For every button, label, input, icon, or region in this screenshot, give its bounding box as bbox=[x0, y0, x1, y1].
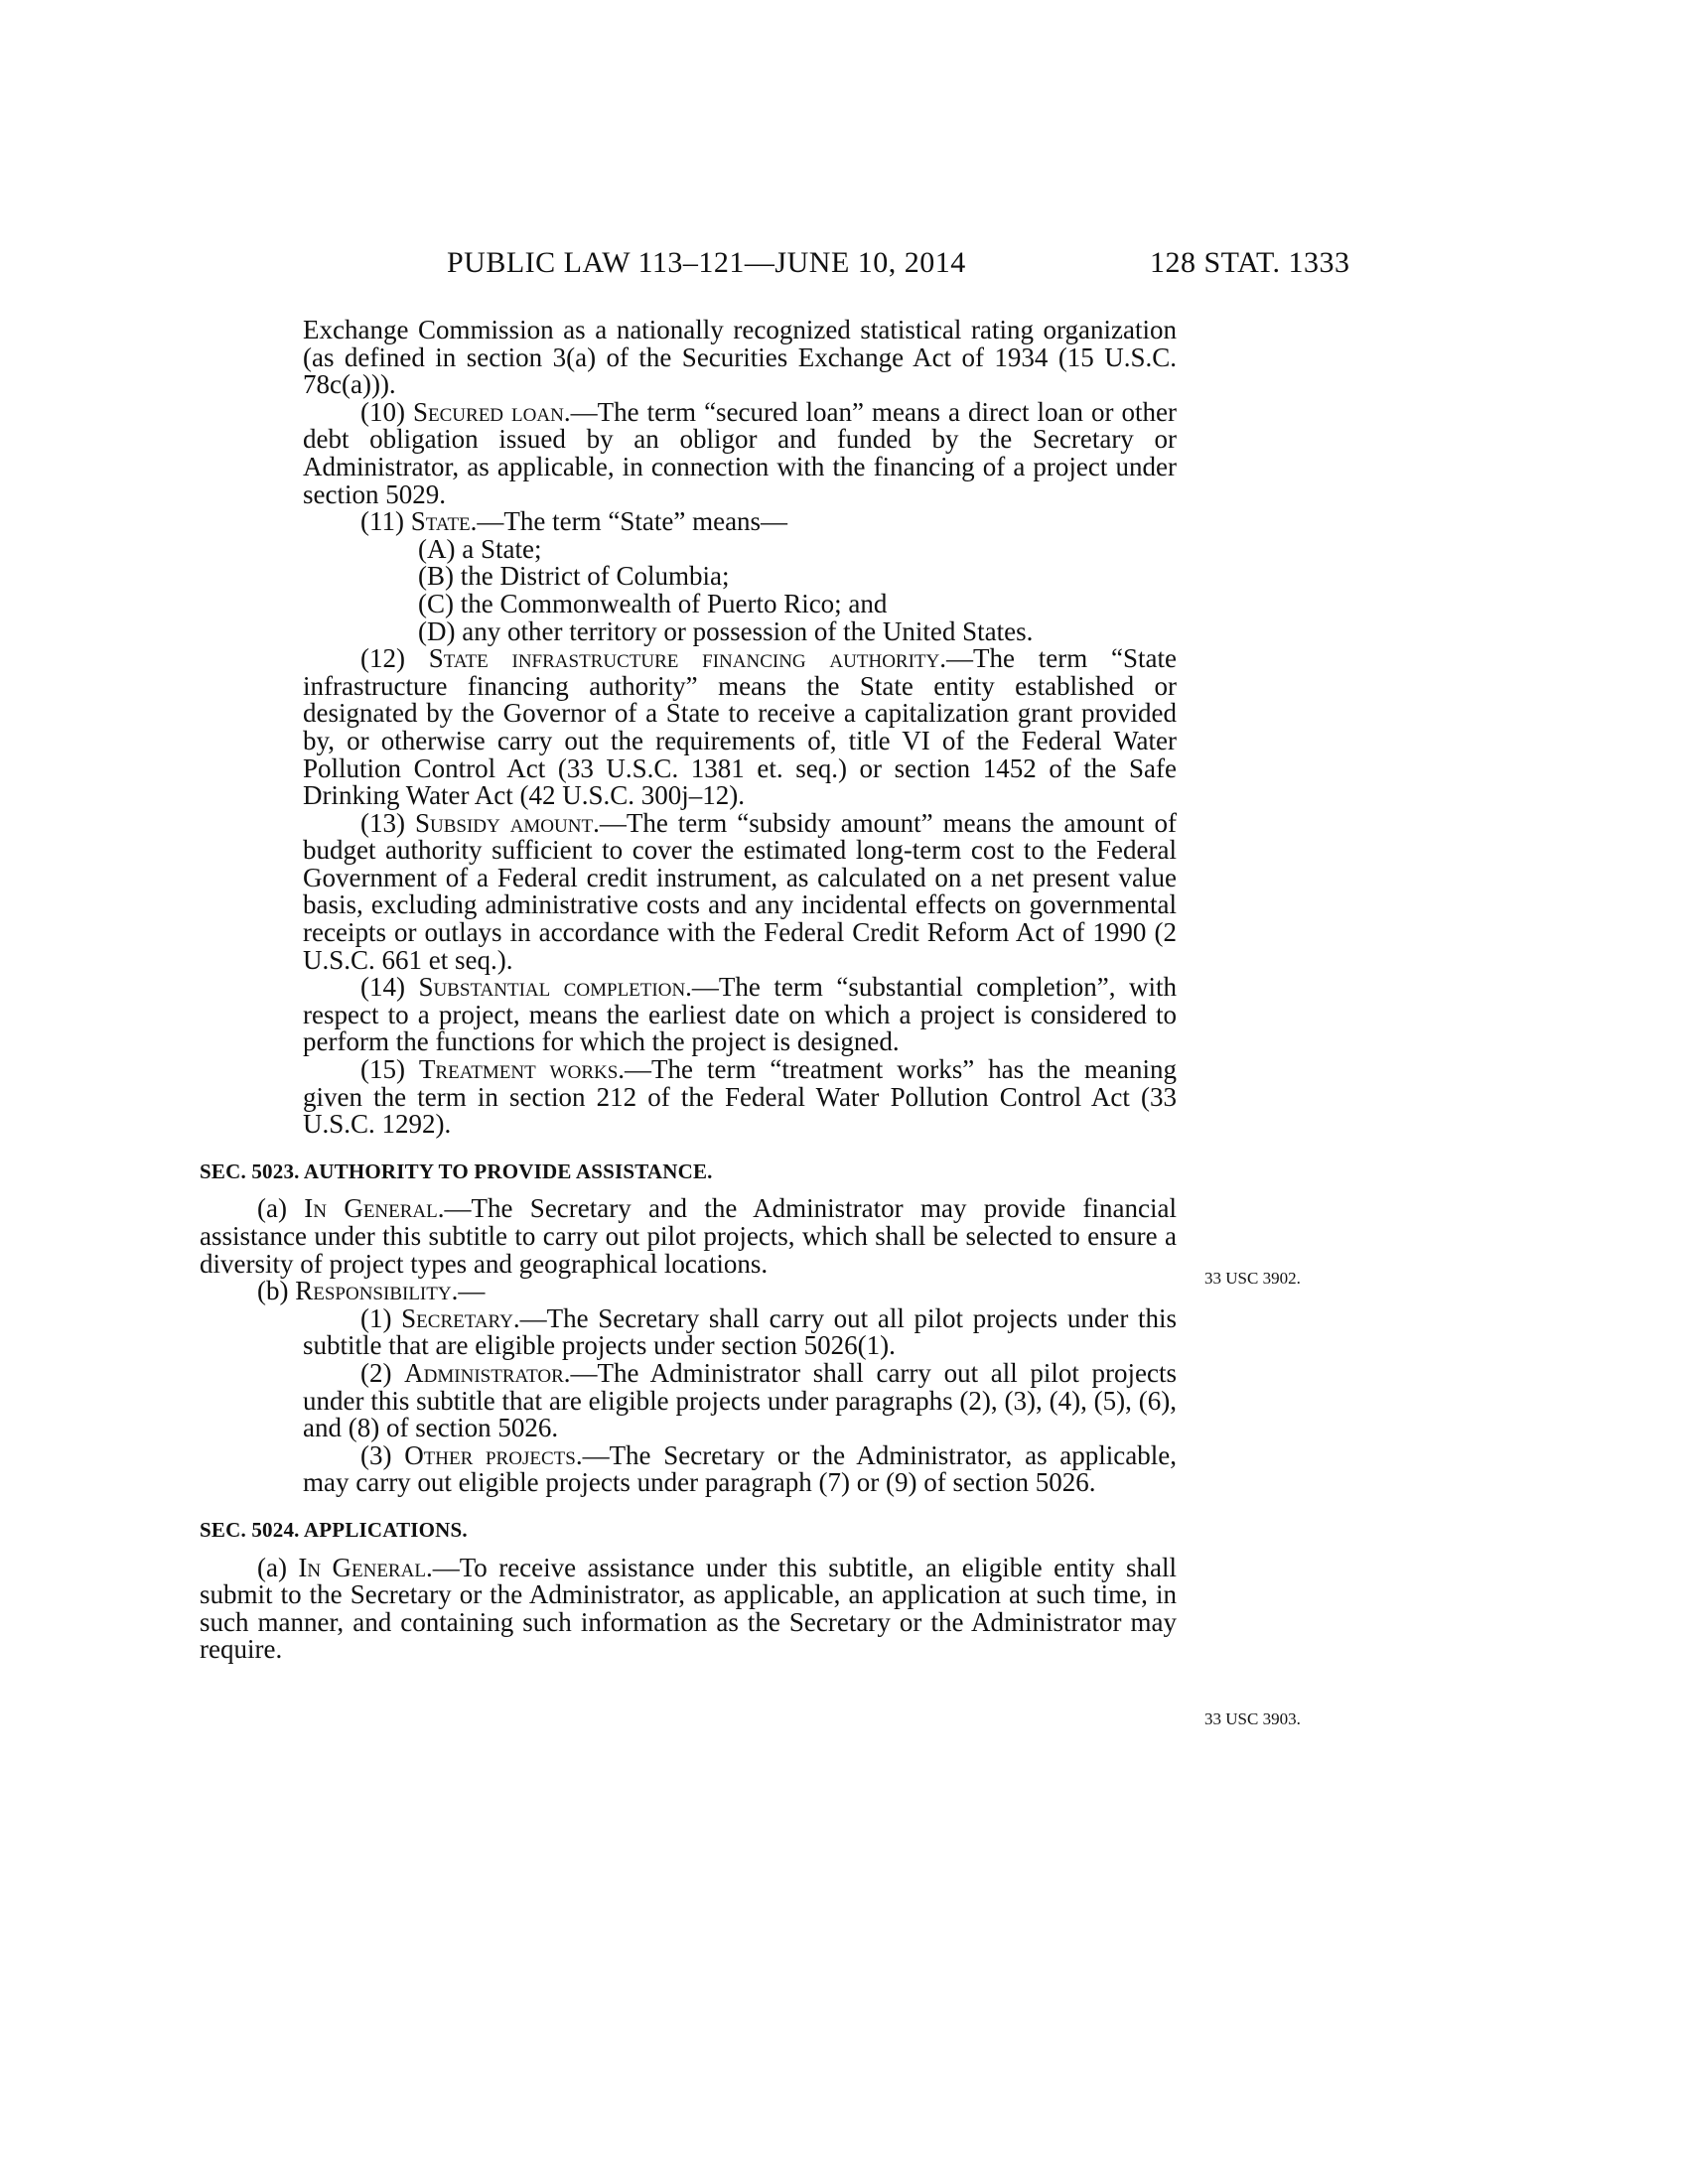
section-5023-b: (b) Responsibility.— bbox=[257, 1276, 486, 1306]
definition-11-item-d: (D) any other territory or possession of the United States. bbox=[418, 615, 1034, 646]
definition-12: (12) State infrastructure financing authority.—The term “State infrastructure financing authority” means the State entity established or designated by the Governor of a State to receive a capitalization grant provided by, or otherwise carry out the requirements of, title VI of the Federal Water Pollution Control Act (33 U.S.C. 1381 et. seq.) or section 1452 of the Safe Drinking Water Act (42 U.S.C. 300j–12). bbox=[303, 643, 1177, 811]
section-5023-a: (a) In General.—The Secretary and the Administrator may provide financial assistance under this subtitle to carry out pilot projects, which shall be selected to ensure a diversity of project types and geographical locations. bbox=[200, 1193, 1178, 1279]
section-5024-heading: SEC. 5024. APPLICATIONS. bbox=[200, 1517, 468, 1542]
definition-11: (11) State.—The term “State” means— bbox=[360, 506, 788, 537]
page-body bbox=[200, 315, 1178, 1665]
section-5024-a: (a) In General.—To receive assistance under this subtitle, an eligible entity shall submit to the Secretary or the Administrator, as applicable, an application at such time, in such manner, and containing such information as the Secretary or the Administrator may require. bbox=[200, 1552, 1177, 1665]
continued-paragraph: Exchange Commission as a nationally recognized statistical rating organization (as defined in section 3(a) of the Securities Exchange Act of 1934 (15 U.S.C. 78c(a))). bbox=[303, 315, 1177, 400]
section-5024-body bbox=[200, 1552, 1177, 1665]
margin-note-sec5023: 33 USC 3902. bbox=[1204, 1269, 1301, 1288]
definition-11-item-b: (B) the District of Columbia; bbox=[418, 561, 730, 592]
page-number: 128 STAT. 1333 bbox=[1150, 246, 1350, 279]
section-5023-b2: (2) Administrator.—The Administrator shall carry out all pilot projects under this subtitle that are eligible projects under paragraphs (2), (3), (4), (5), (6), and (8) of section 5026. bbox=[303, 1357, 1178, 1443]
section-5023-b3: (3) Other projects.—The Secretary or the Administrator, as applicable, may carry out eligible projects under paragraph (7) or (9) of section 5026. bbox=[303, 1439, 1177, 1498]
definition-13: (13) Subsidy amount.—The term “subsidy amount” means the amount of budget authority sufficient to cover the estimated long-term cost to the Federal Government of a Federal credit instrument, as calculated on a net present value basis, excluding administrative costs and any incidental effects on governmental receipts or outlays in accordance with the Federal Credit Reform Act of 1990 (2 U.S.C. 661 et seq.). bbox=[303, 807, 1177, 975]
section-5023-heading: SEC. 5023. AUTHORITY TO PROVIDE ASSISTANCE. bbox=[200, 1159, 713, 1183]
definition-14: (14) Substantial completion.—The term “substantial completion”, with respect to a project, means the earliest date on which a project is considered to perform the functions for which the project is designed. bbox=[303, 972, 1177, 1057]
section-5023-b1: (1) Secretary.—The Secretary shall carry out all pilot projects under this subtitle that are eligible projects under section 5026(1). bbox=[303, 1302, 1177, 1361]
section-5023-body bbox=[200, 1195, 1177, 1497]
margin-note-sec5024: 33 USC 3903. bbox=[1204, 1709, 1301, 1728]
running-head: PUBLIC LAW 113–121—JUNE 10, 2014 bbox=[447, 246, 966, 279]
definition-11-item-a: (A) a State; bbox=[418, 533, 542, 564]
definition-11-item-c: (C) the Commonwealth of Puerto Rico; and bbox=[418, 588, 888, 618]
definition-10: (10) Secured loan.—The term “secured loan” means a direct loan or other debt obligation issued by an obligor and funded by the Secretary or Administrator, as applicable, in connection with the financing of a project under section 5029. bbox=[303, 396, 1178, 509]
definition-15: (15) Treatment works.—The term “treatment works” has the meaning given the term in section 212 of the Federal Water Pollution Control Act (33 U.S.C. 1292). bbox=[303, 1054, 1177, 1140]
